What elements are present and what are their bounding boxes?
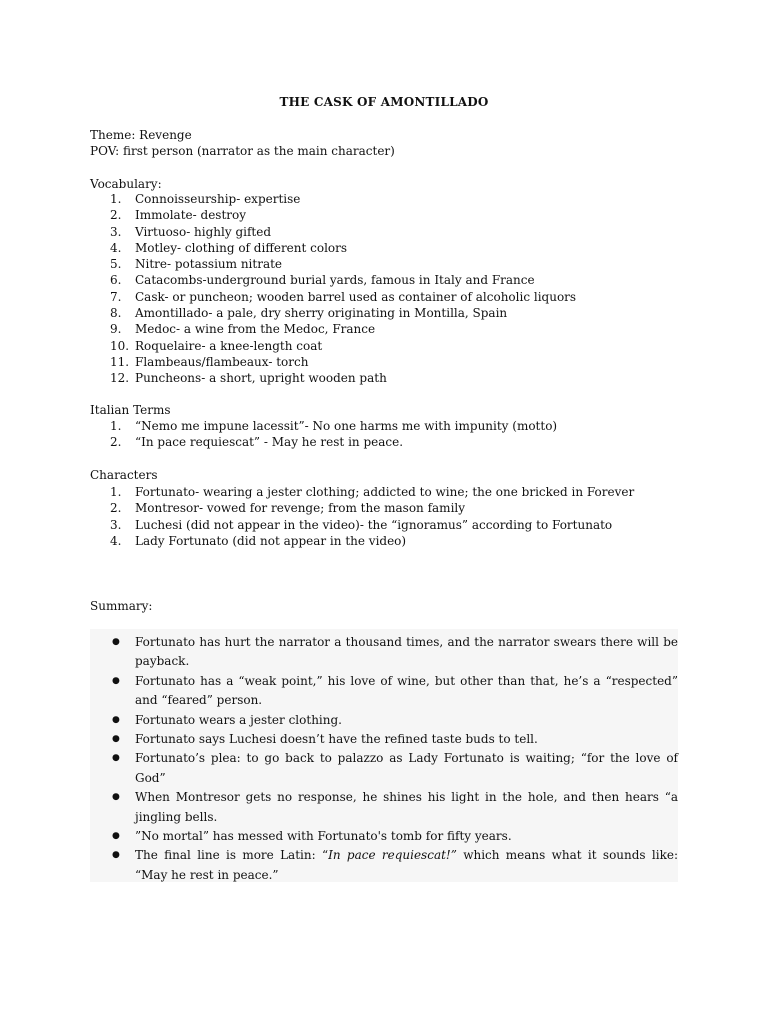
bullet-icon: ● (112, 675, 120, 686)
vocabulary-item (90, 207, 678, 223)
vocabulary-text: Cask- or puncheon; wooden barrel used as container of alcoholic liquors (135, 289, 577, 304)
theme-line: Theme: Revenge (90, 128, 192, 142)
character-text: Luchesi (did not appear in the video)- the “ignoramus” according to Fortunato (135, 517, 613, 532)
list-number: 3. (110, 517, 122, 532)
vocabulary-list (90, 191, 678, 387)
character-text: Lady Fortunato (did not appear in the video) (135, 533, 407, 548)
italian-term-item (90, 418, 678, 434)
bullet-icon: ● (112, 850, 120, 861)
summary-item (107, 788, 678, 827)
vocabulary-text: Virtuoso- highly gifted (135, 224, 272, 239)
summary-text: Fortunato has hurt the narrator a thousand times, and the narrator swears there will be payback. (135, 635, 678, 669)
summary-list (107, 633, 678, 885)
list-number: 2. (110, 208, 122, 223)
vocabulary-item (90, 289, 678, 305)
list-number: 9. (110, 322, 122, 337)
characters-list (90, 484, 678, 549)
list-number: 6. (110, 273, 122, 288)
summary-text-end: which means what it sounds like: “May he rest in peace.” (135, 848, 678, 882)
list-number: 4. (110, 533, 122, 548)
summary-text: Fortunato wears a jester clothing. (135, 712, 342, 727)
list-number: 2. (110, 435, 122, 450)
document-title: THE CASK OF AMONTILLADO (279, 95, 489, 109)
vocabulary-item (90, 224, 678, 240)
list-number: 2. (110, 501, 122, 516)
summary-item (107, 633, 678, 672)
vocabulary-item (90, 240, 678, 256)
summary-text: ”No mortal” has messed with Fortunato's tomb for fifty years. (135, 829, 512, 844)
summary-item (107, 730, 678, 749)
italian-term-item (90, 434, 678, 450)
character-item (90, 533, 678, 549)
vocabulary-text: Roquelaire- a knee-length coat (135, 338, 323, 353)
vocabulary-item (90, 256, 678, 272)
vocabulary-item (90, 305, 678, 321)
summary-text-start: The final line is more Latin: “ (135, 848, 329, 863)
summary-text: When Montresor gets no response, he shines his light in the hole, and then hears “a jingling bells. (135, 790, 678, 824)
summary-item (107, 672, 678, 711)
vocabulary-item (90, 191, 678, 207)
vocabulary-text: Nitre- potassium nitrate (135, 257, 283, 272)
list-number: 4. (110, 240, 122, 255)
bullet-icon: ● (112, 753, 120, 764)
vocabulary-item (90, 354, 678, 370)
vocabulary-heading: Vocabulary: (90, 177, 162, 191)
list-number: 7. (110, 289, 122, 304)
bullet-icon: ● (112, 714, 120, 725)
vocabulary-item (90, 370, 678, 386)
vocabulary-text: Catacombs-underground burial yards, famous in Italy and France (135, 273, 535, 288)
italian-term-text: “In pace requiescat” - May he rest in peace. (135, 435, 404, 450)
character-item (90, 500, 678, 516)
italian-terms-list (90, 418, 678, 451)
list-number: 12. (110, 371, 130, 386)
bullet-icon: ● (112, 792, 120, 803)
list-number: 10. (110, 338, 130, 353)
summary-text: Fortunato has a “weak point,” his love of wine, but other than that, he’s a “respected” and “feared” person. (135, 673, 678, 708)
summary-item (107, 827, 678, 846)
pov-line: POV: first person (narrator as the main character) (90, 144, 395, 158)
list-number: 8. (110, 306, 122, 321)
list-number: 1. (110, 192, 122, 206)
vocabulary-text: Puncheons- a short, upright wooden path (135, 371, 387, 386)
list-number: 1. (110, 485, 122, 499)
summary-heading: Summary: (90, 599, 153, 613)
bullet-icon: ● (112, 734, 120, 745)
vocabulary-text: Medoc- a wine from the Medoc, France (135, 322, 376, 337)
vocabulary-text: Flambeaus/flambeaux- torch (135, 354, 309, 369)
character-item (90, 484, 678, 500)
italian-term-text: “Nemo me impune lacessit”- No one harms me with impunity (motto) (135, 419, 558, 433)
vocabulary-text: Amontillado- a pale, dry sherry originating in Montilla, Spain (135, 306, 508, 321)
character-text: Fortunato- wearing a jester clothing; addicted to wine; the one bricked in Forever (135, 485, 635, 499)
character-text: Montresor- vowed for revenge; from the mason family (135, 501, 466, 516)
vocabulary-text: Motley- clothing of different colors (135, 240, 348, 255)
character-item (90, 517, 678, 533)
vocabulary-item (90, 338, 678, 354)
vocabulary-text: Immolate- destroy (135, 208, 247, 223)
list-number: 1. (110, 419, 122, 433)
summary-item (107, 749, 678, 788)
summary-text: Fortunato’s plea: to go back to palazzo as Lady Fortunato is waiting; “for the love of God” (135, 751, 678, 785)
characters-heading: Characters (90, 468, 158, 482)
list-number: 11. (110, 354, 130, 369)
summary-item (107, 711, 678, 730)
vocabulary-text: Connoisseurship- expertise (135, 192, 301, 206)
bullet-icon: ● (112, 637, 120, 647)
summary-text: Fortunato says Luchesi doesn’t have the refined taste buds to tell. (135, 732, 538, 747)
latin-phrase: In pace requiescat!” (328, 848, 457, 863)
bullet-icon: ● (112, 831, 120, 842)
italian-terms-heading: Italian Terms (90, 403, 171, 417)
summary-text (135, 846, 678, 885)
summary-item (107, 846, 678, 885)
vocabulary-item (90, 272, 678, 288)
list-number: 5. (110, 257, 122, 272)
vocabulary-item (90, 321, 678, 337)
list-number: 3. (110, 224, 122, 239)
